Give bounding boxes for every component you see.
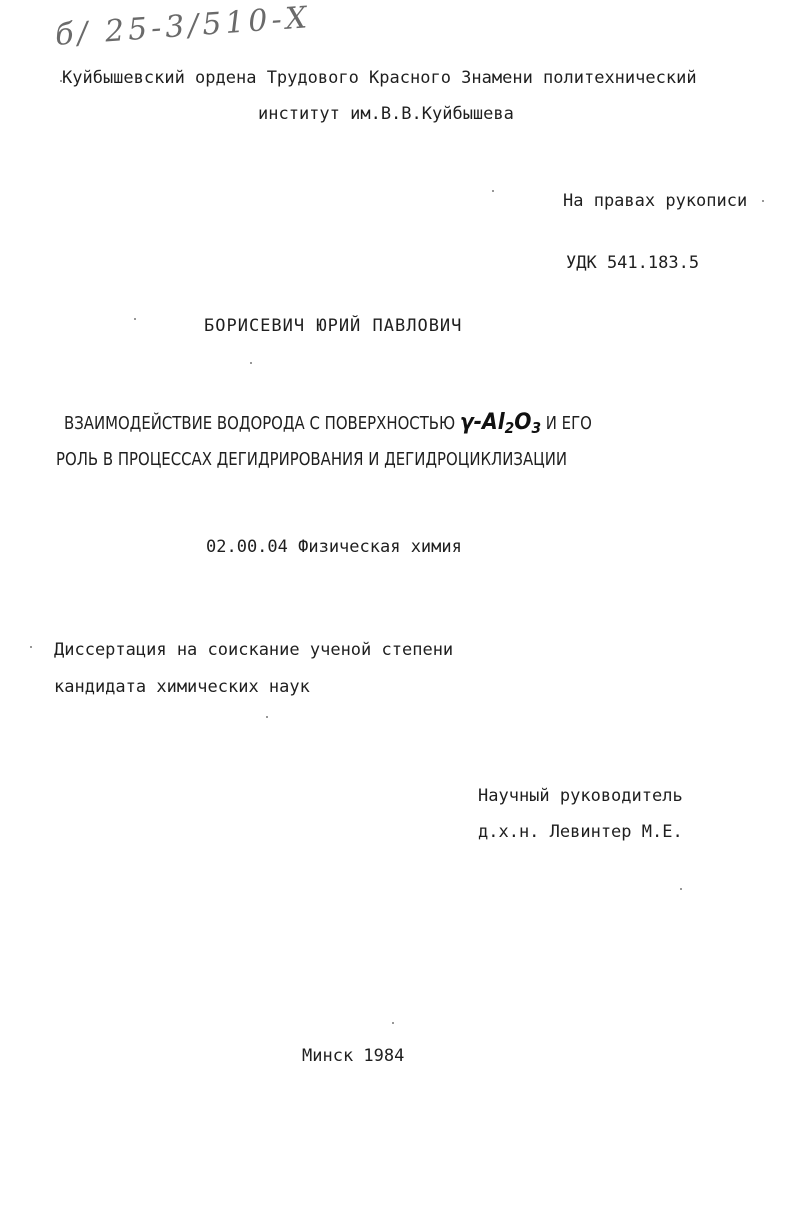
- chemical-formula: [460, 410, 541, 435]
- title-line1: [64, 410, 592, 437]
- handwritten-archive-number: б/ 25-3/510-Х: [54, 0, 313, 53]
- title-line1-prefix: ВЗАИМОДЕЙСТВИЕ ВОДОРОДА С ПОВЕРХНОСТЬЮ: [64, 413, 456, 434]
- scan-speck: [134, 318, 136, 320]
- supervisor-label: Научный руководитель: [478, 786, 683, 806]
- formula-gamma-al: γ-Al: [459, 410, 505, 435]
- formula-subscript-3: 3: [531, 419, 542, 437]
- scan-speck: [266, 716, 268, 718]
- udc-code: УДК 541.183.5: [566, 253, 700, 273]
- title-line2: РОЛЬ В ПРОЦЕССАХ ДЕГИДРИРОВАНИЯ И ДЕГИДРОЦИКЛИЗАЦИИ: [56, 449, 568, 470]
- scan-speck: [680, 888, 682, 890]
- manuscript-rights-label: На правах рукописи: [563, 191, 748, 211]
- scan-speck: [492, 190, 494, 192]
- author-name: БОРИСЕВИЧ ЮРИЙ ПАВЛОВИЧ: [204, 316, 463, 336]
- scan-speck: [762, 200, 764, 202]
- scan-speck: [250, 362, 252, 364]
- specialty-code: 02.00.04 Физическая химия: [206, 537, 462, 557]
- institute-name-line2: институт им.В.В.Куйбышева: [258, 104, 514, 124]
- scan-speck: [30, 646, 32, 648]
- formula-subscript-2: 2: [504, 419, 515, 437]
- formula-oxygen: O: [514, 410, 532, 435]
- institute-name-line1: Куйбышевский ордена Трудового Красного Знамени политехнический: [62, 68, 697, 88]
- title-line1-suffix: И ЕГО: [545, 413, 592, 434]
- scan-speck: [60, 80, 62, 82]
- supervisor-name: д.х.н. Левинтер М.Е.: [478, 822, 683, 842]
- city-year: Минск 1984: [302, 1046, 405, 1066]
- dissertation-line1: Диссертация на соискание ученой степени: [54, 640, 454, 660]
- scan-speck: [392, 1022, 394, 1024]
- dissertation-line2: кандидата химических наук: [54, 677, 310, 697]
